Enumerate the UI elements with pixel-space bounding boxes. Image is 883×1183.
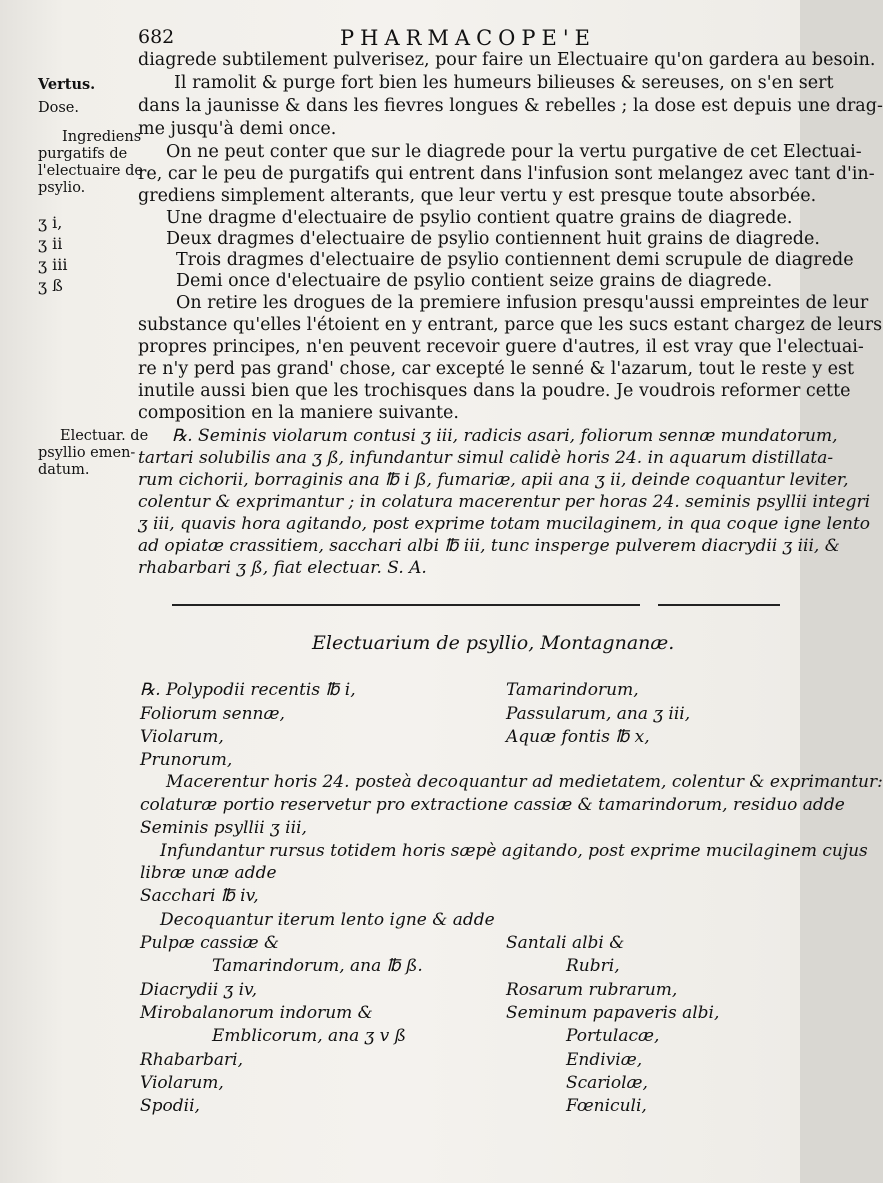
- recipe-line: colentur & exprimantur ; in colatura macerentur per horas 24. seminis psyllii integri: [138, 492, 871, 512]
- margin-vertus: Vertus.: [38, 76, 96, 93]
- ingredient-left: Mirobalanorum indorum &: [140, 1003, 373, 1023]
- ingredient-right: Tamarindorum,: [506, 680, 639, 700]
- dose-line: Demi once d'electuaire de psylio contient seize grains de diagrede.: [176, 271, 773, 291]
- direction-line: Sacchari ℔ iv,: [140, 886, 259, 906]
- paragraph-text-line: re n'y perd pas grand' chose, car excepté le senné & l'azarum, tout le reste y est: [138, 359, 855, 379]
- running-title: PHARMACOPE'E: [340, 26, 596, 50]
- margin-electuar-2: psyllio emen-: [38, 445, 136, 461]
- direction-line: libræ unæ adde: [140, 863, 277, 883]
- paragraph-text-line: composition en la maniere suivante.: [138, 403, 459, 423]
- direction-line: Infundantur rursus totidem horis sæpè agitando, post exprime mucilaginem cujus: [160, 841, 868, 861]
- margin-dose-mark-2: ʒ ii: [38, 234, 63, 253]
- dose-line: Deux dragmes d'electuaire de psylio contiennent huit grains de diagrede.: [166, 229, 820, 249]
- paragraph-text-line: inutile aussi bien que les trochisques dans la poudre. Je voudrois reformer cette: [138, 381, 851, 401]
- paragraph-text-line: On retire les drogues de la premiere infusion presqu'aussi empreintes de leur: [176, 293, 869, 313]
- direction-line: colaturæ portio reservetur pro extractione cassiæ & tamarindorum, residuo adde: [140, 795, 845, 815]
- ingredient-left: Tamarindorum, ana ℔ ß.: [212, 956, 423, 976]
- ingredient-left: Foliorum sennæ,: [140, 704, 285, 724]
- margin-ingredients-1: Ingrediens: [62, 129, 142, 145]
- recipe-line: ʒ iii, quavis hora agitando, post exprime totam mucilaginem, in qua coque igne lento: [138, 514, 871, 534]
- ingredient-right: Portulacæ,: [566, 1026, 660, 1046]
- paragraph-text-line: diagrede subtilement pulverisez, pour faire un Electuaire qu'on gardera au besoin.: [138, 50, 876, 70]
- paragraph-text-line: dans la jaunisse & dans les fievres longues & rebelles ; la dose est depuis une drag-: [138, 96, 883, 116]
- ingredient-right: Rubri,: [566, 956, 620, 976]
- dose-line: Trois dragmes d'electuaire de psylio contiennent demi scrupule de diagrede: [176, 250, 854, 270]
- ingredient-left: Spodii,: [140, 1096, 200, 1116]
- ingredient-right: Scariolæ,: [566, 1073, 648, 1093]
- section-divider-left: [172, 604, 640, 606]
- ingredient-right: Endiviæ,: [566, 1050, 643, 1070]
- ingredient-left: Diacrydii ʒ iv,: [140, 980, 258, 1000]
- margin-dose-mark-1: ʒ i,: [38, 213, 63, 232]
- ingredient-left: Prunorum,: [140, 750, 233, 770]
- ingredient-right: Aquæ fontis ℔ x,: [506, 727, 650, 747]
- section-title: Electuarium de psyllio, Montagnanæ.: [312, 632, 675, 654]
- margin-ingredients-4: psylio.: [38, 180, 86, 196]
- margin-dose: Dose.: [38, 100, 79, 116]
- direction-line: Decoquantur iterum lento igne & adde: [160, 910, 495, 930]
- ingredient-right: Passularum, ana ʒ iii,: [506, 704, 691, 724]
- ingredient-left: Rhabarbari,: [140, 1050, 244, 1070]
- section-divider-right: [658, 604, 780, 606]
- margin-electuar-3: datum.: [38, 462, 90, 478]
- margin-electuar-1: Electuar. de: [60, 428, 149, 444]
- ingredient-left: ℞. Polypodii recentis ℔ i,: [140, 680, 356, 700]
- ingredient-left: Pulpæ cassiæ &: [140, 933, 280, 953]
- ingredient-right: Santali albi &: [506, 933, 625, 953]
- recipe-line: tartari solubilis ana ʒ ß, infundantur simul calidè horis 24. in aquarum distillata-: [138, 448, 834, 468]
- ingredient-left: Violarum,: [140, 727, 224, 747]
- margin-dose-mark-3: ʒ iii: [38, 255, 68, 274]
- recipe-line: rhabarbari ʒ ß, fiat electuar. S. A.: [138, 558, 427, 578]
- ingredient-left: Emblicorum, ana ʒ v ß: [212, 1026, 407, 1046]
- recipe-line: ℞. Seminis violarum contusi ʒ iii, radicis asari, foliorum sennæ mundatorum,: [172, 426, 838, 446]
- direction-line: Macerentur horis 24. posteà decoquantur ad medietatem, colentur & exprimantur:: [166, 772, 883, 792]
- recipe-line: ad opiatæ crassitiem, sacchari albi ℔ iii, tunc insperge pulverem diacrydii ʒ iii, &: [138, 536, 840, 556]
- paragraph-text-line: re, car le peu de purgatifs qui entrent dans l'infusion sont melangez avec tant d'in-: [138, 164, 875, 184]
- paragraph-text-line: me jusqu'à demi once.: [138, 119, 337, 139]
- paragraph-text-line: grediens simplement alterants, que leur vertu y est presque toute absorbée.: [138, 186, 817, 206]
- ingredient-right: Fœniculi,: [566, 1096, 647, 1116]
- margin-ingredients-3: l'electuaire de: [38, 163, 143, 179]
- recipe-line: rum cichorii, borraginis ana ℔ i ß, fumariæ, apii ana ʒ ii, deinde coquantur leviter,: [138, 470, 849, 490]
- paragraph-text-line: On ne peut conter que sur le diagrede pour la vertu purgative de cet Electuai-: [166, 142, 862, 162]
- ingredient-right: Rosarum rubrarum,: [506, 980, 678, 1000]
- paragraph-text-line: substance qu'elles l'étoient en y entrant, parce que les sucs estant chargez de leurs: [138, 315, 883, 335]
- paragraph-text-line: propres principes, n'en peuvent recevoir guere d'autres, il est vray que l'electuai-: [138, 337, 864, 357]
- margin-ingredients-2: purgatifs de: [38, 146, 128, 162]
- page-number: 682: [138, 26, 175, 48]
- paragraph-text-line: Il ramolit & purge fort bien les humeurs bilieuses & sereuses, on s'en sert: [174, 73, 834, 93]
- dose-line: Une dragme d'electuaire de psylio contient quatre grains de diagrede.: [166, 208, 793, 228]
- margin-dose-mark-4: ʒ ß: [38, 276, 63, 295]
- ingredient-left: Violarum,: [140, 1073, 224, 1093]
- ingredient-right: Seminum papaveris albi,: [506, 1003, 720, 1023]
- direction-line: Seminis psyllii ʒ iii,: [140, 818, 307, 838]
